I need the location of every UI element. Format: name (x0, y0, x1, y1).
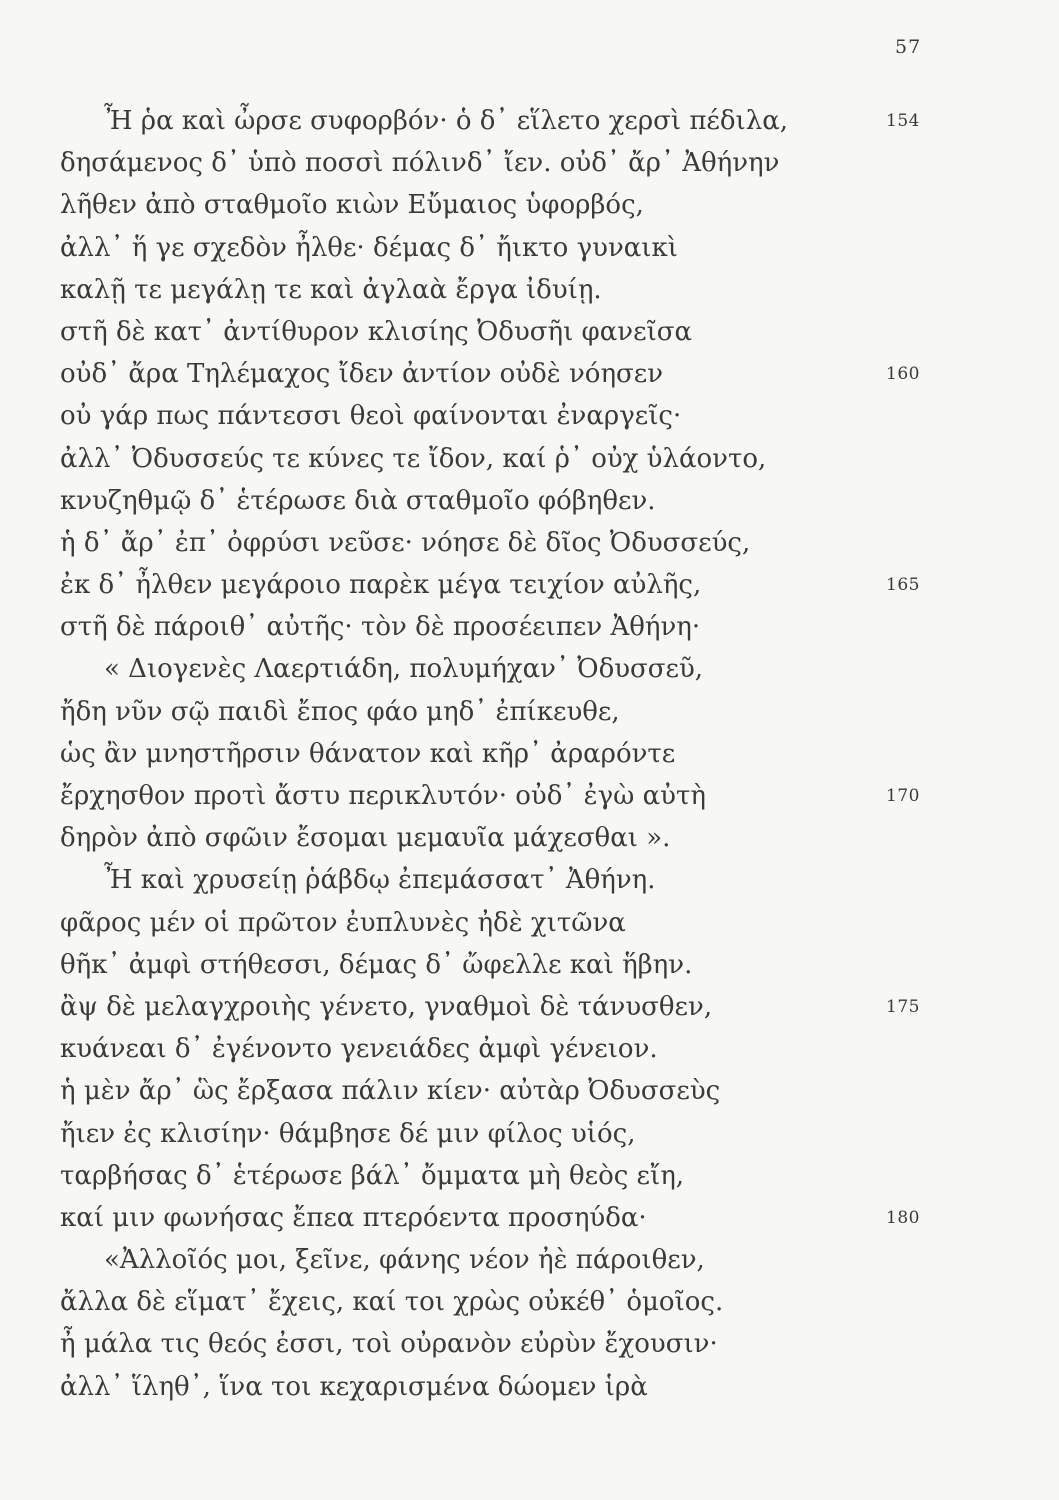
verse-line (60, 227, 950, 269)
verse-text: ἤδη νῦν σῷ παιδὶ ἔπος φάο μηδ᾽ ἐπίκευθε, (60, 696, 620, 727)
verse-text: στῆ δὲ κατ᾽ ἀντίθυρον κλισίης Ὀδυσῆι φανεῖσα (60, 316, 693, 347)
verse-text: ἂψ δὲ μελαγχροιὴς γένετο, γναθμοὶ δὲ τάνυσθεν, (60, 991, 713, 1022)
verse-line (60, 817, 950, 859)
verse-text: θῆκ᾽ ἀμφὶ στήθεσσι, δέμας δ᾽ ὤφελλε καὶ ἥβην. (60, 949, 693, 980)
verse-block (60, 100, 950, 1408)
verse-text: κνυζηθμῷ δ᾽ ἑτέρωσε διὰ σταθμοῖο φόβηθεν. (60, 485, 656, 516)
verse-line (60, 269, 950, 311)
verse-text: ἡ μὲν ἄρ᾽ ὣς ἔρξασα πάλιν κίεν· αὐτὰρ Ὀδυσσεὺς (60, 1076, 721, 1107)
verse-line (60, 606, 950, 648)
line-number: 165 (886, 575, 920, 596)
verse-text: ἤιεν ἐς κλισίην· θάμβησε δέ μιν φίλος υἱός, (60, 1118, 636, 1149)
verse-line (60, 1323, 950, 1365)
verse-text: καί μιν φωνήσας ἔπεα πτερόεντα προσηύδα· (60, 1202, 647, 1233)
page-number: 57 (895, 36, 922, 58)
verse-text: καλῇ τε μεγάλῃ τε καὶ ἀγλαὰ ἔργα ἰδυίῃ. (60, 274, 602, 305)
verse-text: ἀλλ᾽ ἥ γε σχεδὸν ἦλθε· δέμας δ᾽ ἤικτο γυναικὶ (60, 232, 678, 263)
verse-text: οὐ γάρ πως πάντεσσι θεοὶ φαίνονται ἐναργεῖς· (60, 401, 682, 432)
verse-line (60, 902, 950, 944)
verse-text: «Ἀλλοῖός μοι, ξεῖνε, φάνης νέον ἠὲ πάροιθεν, (104, 1245, 705, 1276)
verse-line (60, 944, 950, 986)
verse-line (60, 184, 950, 226)
verse-line (60, 1028, 950, 1070)
verse-line (60, 438, 950, 480)
verse-line (60, 648, 950, 690)
verse-line (60, 142, 950, 184)
verse-text: φᾶρος μέν οἱ πρῶτον ἐυπλυνὲς ἠδὲ χιτῶνα (60, 907, 626, 938)
verse-text: « Διογενὲς Λαερτιάδη, πολυμήχαν᾽ Ὀδυσσεῦ, (104, 654, 704, 685)
verse-line (60, 564, 950, 606)
verse-text: κυάνεαι δ᾽ ἐγένοντο γενειάδες ἀμφὶ γένειον. (60, 1034, 658, 1065)
verse-text: ταρβήσας δ᾽ ἑτέρωσε βάλ᾽ ὄμματα μὴ θεὸς εἴη, (60, 1160, 685, 1191)
verse-text: ὡς ἂν μνηστῆρσιν θάνατον καὶ κῆρ᾽ ἀραρόντε (60, 738, 676, 769)
line-number: 160 (886, 364, 920, 385)
verse-line (60, 395, 950, 437)
verse-text: ἦ μάλα τις θεός ἐσσι, τοὶ οὐρανὸν εὐρὺν ἔχουσιν· (60, 1329, 718, 1360)
verse-text: Ἦ καὶ χρυσείῃ ῥάβδῳ ἐπεμάσσατ᾽ Ἀθήνη. (104, 865, 656, 896)
verse-line (60, 691, 950, 733)
verse-line (60, 1366, 950, 1408)
verse-text: δησάμενος δ᾽ ὑπὸ ποσσὶ πόλινδ᾽ ἴεν. οὐδ᾽ ἄρ᾽ Ἀθήνην (60, 148, 780, 179)
verse-line (60, 1113, 950, 1155)
verse-line (60, 859, 950, 901)
verse-line (60, 733, 950, 775)
line-number: 180 (886, 1207, 920, 1228)
verse-line (60, 311, 950, 353)
verse-text: ἡ δ᾽ ἄρ᾽ ἐπ᾽ ὀφρύσι νεῦσε· νόησε δὲ δῖος Ὀδυσσεύς, (60, 527, 751, 558)
verse-text: ἐκ δ᾽ ἦλθεν μεγάροιο παρὲκ μέγα τειχίον αὐλῆς, (60, 570, 702, 601)
verse-line (60, 480, 950, 522)
line-number: 154 (886, 111, 920, 131)
verse-line (60, 100, 950, 142)
verse-line (60, 1070, 950, 1112)
verse-text: ἀλλ᾽ Ὀδυσσεύς τε κύνες τε ἴδον, καί ῥ᾽ οὐχ ὑλάοντο, (60, 443, 767, 474)
verse-line (60, 1155, 950, 1197)
verse-line (60, 522, 950, 564)
line-number: 170 (886, 786, 920, 806)
verse-text: οὐδ᾽ ἄρα Τηλέμαχος ἴδεν ἀντίον οὐδὲ νόησεν (60, 359, 664, 390)
verse-line (60, 1197, 950, 1239)
verse-line (60, 1281, 950, 1323)
verse-line (60, 1239, 950, 1281)
verse-text: λῆθεν ἀπὸ σταθμοῖο κιὼν Εὔμαιος ὑφορβός, (60, 190, 644, 221)
verse-line (60, 986, 950, 1028)
verse-text: ἀλλ᾽ ἵληθ᾽, ἵνα τοι κεχαρισμένα δώομεν ἱρὰ (60, 1371, 648, 1402)
verse-text: δηρὸν ἀπὸ σφῶιν ἔσομαι μεμαυῖα μάχεσθαι ». (60, 823, 671, 854)
verse-text: στῆ δὲ πάροιθ᾽ αὐτῆς· τὸν δὲ προσέειπεν Ἀθήνη· (60, 612, 701, 643)
verse-text: ἔρχησθον προτὶ ἄστυ περικλυτόν· οὐδ᾽ ἐγὼ αὐτὴ (60, 781, 706, 811)
verse-text: ἄλλα δὲ εἵματ᾽ ἔχεις, καί τοι χρὼς οὐκέθ᾽ ὁμοῖος. (60, 1287, 724, 1318)
verse-text: Ἦ ῥα καὶ ὦρσε συφορβόν· ὁ δ᾽ εἵλετο χερσὶ πέδιλα, (104, 106, 789, 136)
verse-line (60, 775, 950, 817)
verse-line (60, 353, 950, 395)
line-number: 175 (886, 996, 920, 1017)
